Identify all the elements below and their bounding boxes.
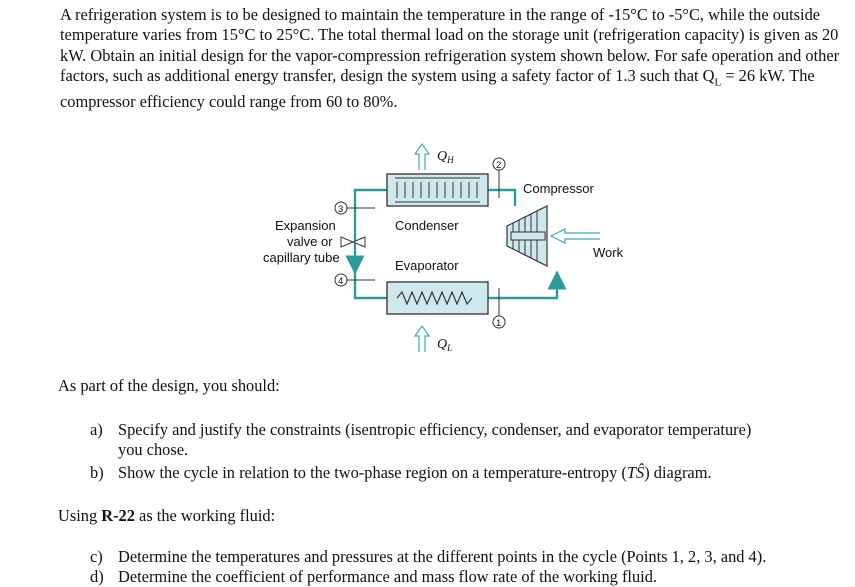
refrigeration-cycle-diagram [255,130,635,360]
question-b [90,463,848,483]
intro-subscript: L [714,76,722,89]
ql-label [437,337,452,353]
heat-absorption-arrow [415,326,429,352]
evaporator-label: Evaporator [395,258,459,273]
question-d-text: Determine the coefficient of performance and mass flow rate of the working fluid. [118,567,658,586]
ql-symbol: Q [437,337,448,352]
question-d [90,567,848,587]
fluid-name: R-22 [101,506,135,525]
qh-subscript: H [447,155,454,165]
expansion-valve [341,237,365,247]
state-2-label: 2 [496,160,502,171]
heat-rejection-arrow [415,144,429,170]
expansion-label-line2: valve or [287,234,333,249]
work-label: Work [593,245,624,260]
state-point-2 [493,158,505,198]
compressor [507,206,547,266]
condenser [387,174,488,206]
question-a-line1: Specify and justify the constraints (isentropic efficiency, condenser, and evaporator temperature) [118,420,752,439]
question-b-text-end: ) diagram. [644,463,712,482]
intro-text-end: = 26 kW. The compressor efficiency could range from 60 to 80%. [60,65,815,112]
problem-statement [60,5,850,113]
state-point-1 [493,288,505,329]
question-d-tag: d) [90,567,104,586]
expansion-label-line3: capillary tube [263,250,340,265]
working-fluid-lead [58,506,275,526]
state-3-label: 3 [338,204,344,215]
fluid-post: as the working fluid: [134,506,276,525]
state-1-label: 1 [496,318,502,329]
work-input-arrow [551,229,600,243]
evaporator [387,282,488,314]
condenser-label: Condenser [395,218,459,233]
question-c-text: Determine the temperatures and pressures at the different points in the cycle (Points 1, 2, 3, and 4). [118,547,767,566]
ql-subscript: L [447,343,453,353]
question-a [90,420,848,460]
question-b-s: Ŝ [635,463,645,482]
state-4-label: 4 [338,276,344,287]
fluid-pre: Using [58,506,102,525]
qh-label [437,149,454,165]
question-a-tag: a) [90,420,103,439]
intro-text: A refrigeration system is to be designed to maintain the temperature in the range of -15°C to -5°C, while the outside temperature varies from 15°C to 25°C. The total thermal load on the storage unit (refrigeration capacity) is given as 20 kW. Obtain an initial design for the vapor-compression refrigeration system shown below. For safe operation and other factors, such as additional energy transfer, design the system using a safety factor of 1.3 such that Q [60,5,840,85]
question-b-t: T [626,463,636,482]
question-b-text: Show the cycle in relation to the two-phase region on a temperature-entropy ( [118,463,627,482]
design-lead: As part of the design, you should: [58,376,280,395]
question-c [90,547,848,567]
question-a-line2: you chose. [118,440,189,459]
expansion-label-line1: Expansion [275,218,336,233]
question-c-tag: c) [90,547,103,566]
question-b-tag: b) [90,463,104,482]
qh-symbol: Q [437,149,448,164]
compressor-label: Compressor [523,181,594,196]
